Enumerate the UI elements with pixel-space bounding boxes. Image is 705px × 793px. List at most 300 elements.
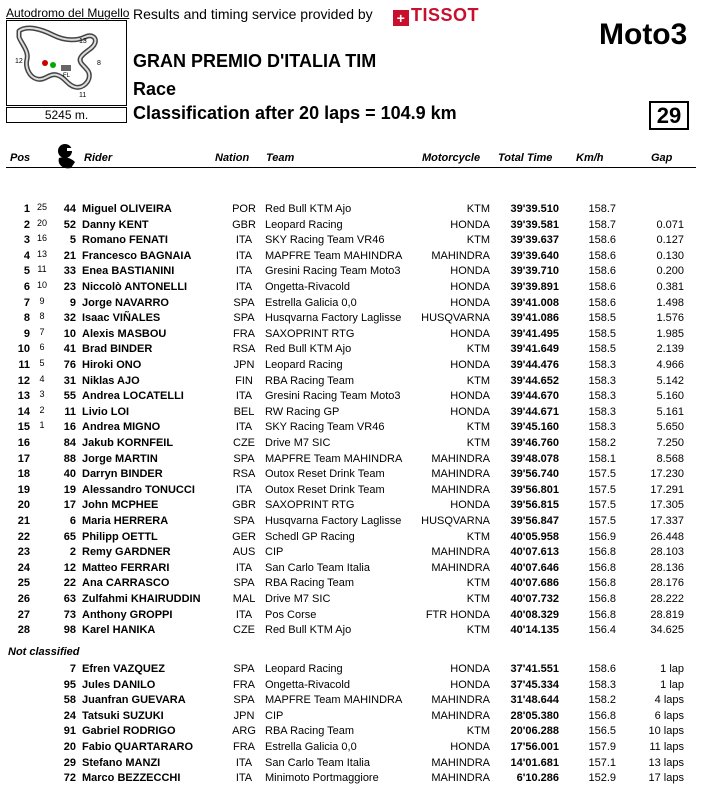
team: RBA Racing Team — [265, 725, 355, 738]
map-label-fl: FL — [63, 73, 71, 79]
total-time: 37'41.551 — [510, 663, 559, 675]
motorcycle: KTM — [466, 437, 490, 449]
total-time: 39'41.495 — [510, 327, 559, 340]
table-row — [0, 389, 705, 404]
total-time: 39'41.008 — [510, 296, 559, 309]
rider-number: 5 — [69, 234, 76, 247]
sponsor-logo — [393, 5, 479, 26]
table-row — [0, 576, 705, 591]
speed: 158.2 — [588, 694, 616, 707]
motorcycle: MAHINDRA — [431, 452, 490, 465]
table-row — [0, 280, 705, 295]
table-row — [0, 756, 705, 771]
gap: 0.127 — [656, 234, 684, 247]
speed: 157.1 — [588, 756, 616, 769]
rider-number: 63 — [63, 593, 76, 605]
rider-number: 17 — [63, 499, 76, 512]
rider-number: 11 — [64, 405, 76, 418]
motorcycle: HONDA — [450, 390, 490, 403]
circuit-name: Autodromo del Mugello — [6, 6, 130, 20]
gap: 4 laps — [654, 694, 684, 707]
team: Estrella Galicia 0,0 — [265, 741, 357, 753]
nation: ITA — [235, 772, 253, 785]
rider-name: Efren VAZQUEZ — [82, 663, 165, 675]
circuit-map — [6, 20, 127, 106]
gap: 10 laps — [648, 725, 684, 738]
nation: ARG — [232, 725, 256, 738]
table-row — [0, 311, 705, 326]
gap: 4.966 — [656, 359, 684, 371]
table-row — [0, 264, 705, 279]
gap: 34.625 — [650, 624, 684, 637]
total-time: 39'39.710 — [510, 265, 559, 278]
total-time: 40'05.958 — [510, 530, 559, 543]
rider-number: 41 — [63, 343, 76, 356]
nation: SPA — [233, 296, 255, 309]
speed: 156.8 — [588, 593, 616, 605]
total-time: 39'44.652 — [510, 374, 559, 387]
nation: RSA — [232, 343, 256, 356]
rider-number: 88 — [63, 452, 76, 465]
position: 19 — [17, 483, 30, 496]
gap: 28.222 — [650, 593, 684, 605]
position: 2 — [23, 218, 30, 231]
rider-number: 65 — [63, 530, 76, 543]
rider-name: Andrea LOCATELLI — [82, 390, 184, 403]
position: 23 — [17, 546, 30, 559]
motorcycle: MAHINDRA — [431, 694, 490, 707]
event-title: GRAN PREMIO D'ITALIA TIM — [133, 51, 377, 71]
gap: 5.160 — [656, 390, 684, 403]
table-row — [0, 545, 705, 560]
total-time: 40'14.135 — [510, 624, 559, 637]
motorcycle: MAHINDRA — [431, 756, 490, 769]
motorcycle: MAHINDRA — [431, 483, 490, 496]
gap: 7.250 — [656, 437, 684, 449]
nation: FRA — [233, 741, 255, 753]
points: 13 — [36, 248, 47, 259]
team: SKY Racing Team VR46 — [265, 421, 385, 434]
gap: 13 laps — [648, 756, 684, 769]
col-header-gap: Gap — [651, 152, 673, 164]
motorcycle: HONDA — [450, 281, 490, 293]
gap: 0.200 — [656, 265, 684, 278]
total-time: 28'05.380 — [510, 709, 559, 722]
nation: AUS — [232, 546, 256, 559]
speed: 156.8 — [588, 561, 616, 574]
team: Red Bull KTM Ajo — [265, 343, 352, 356]
motorcycle: KTM — [466, 421, 490, 434]
rider-name: Jules DANILO — [82, 678, 156, 691]
gap: 28.176 — [650, 577, 684, 590]
total-time: 6'10.286 — [516, 772, 559, 785]
page-number: 29 — [649, 101, 689, 130]
gap: 11 laps — [649, 741, 684, 753]
speed: 156.9 — [588, 530, 616, 543]
speed: 157.5 — [588, 468, 616, 481]
header-divider — [6, 167, 696, 168]
rider-name: Fabio QUARTARARO — [82, 741, 194, 753]
speed: 158.2 — [588, 437, 616, 449]
table-row — [0, 467, 705, 482]
total-time: 37'45.334 — [510, 678, 559, 691]
rider-name: Niccolò ANTONELLI — [82, 281, 188, 293]
motorcycle: HONDA — [450, 499, 490, 512]
motorcycle: KTM — [466, 203, 490, 215]
swiss-cross-icon: + — [393, 10, 409, 26]
total-time: 39'44.671 — [510, 405, 559, 418]
rider-number: 19 — [63, 483, 76, 496]
nation: GBR — [232, 218, 256, 231]
gap: 1 lap — [660, 678, 684, 691]
rider-number: 73 — [63, 608, 76, 621]
gap: 0.071 — [656, 218, 684, 231]
table-row — [0, 678, 705, 693]
position: 22 — [17, 530, 30, 543]
table-row — [0, 662, 705, 677]
rider-number: 23 — [63, 281, 76, 293]
nation: FIN — [235, 374, 253, 387]
points: 25 — [36, 202, 47, 212]
rider-number: 44 — [63, 203, 76, 215]
team: SAXOPRINT RTG — [265, 327, 355, 340]
speed: 156.8 — [588, 546, 616, 559]
table-row — [0, 218, 705, 233]
team: MAPFRE Team MAHINDRA — [265, 249, 403, 262]
total-time: 39'48.078 — [510, 452, 559, 465]
rider-name: Alexis MASBOU — [82, 327, 167, 340]
position: 27 — [17, 608, 30, 621]
points: 11 — [37, 264, 47, 275]
motorcycle: HUSQVARNA — [421, 515, 490, 527]
speed: 156.5 — [588, 725, 616, 738]
rider-number: 9 — [69, 296, 76, 309]
total-time: 39'45.160 — [510, 421, 559, 434]
col-header-pos: Pos — [10, 152, 31, 164]
nation: ITA — [235, 756, 253, 769]
total-time: 40'07.646 — [510, 561, 559, 574]
gap: 2.139 — [656, 343, 684, 356]
rider-number: 24 — [63, 709, 76, 722]
circuit-length: 5245 m. — [6, 107, 127, 123]
total-time: 39'44.476 — [510, 359, 559, 371]
gap: 1.985 — [656, 327, 684, 340]
table-row — [0, 514, 705, 529]
rider-name: Jorge NAVARRO — [82, 296, 169, 309]
nation: CZE — [233, 624, 255, 637]
position: 13 — [17, 390, 30, 403]
nation: ITA — [235, 421, 253, 434]
total-time: 39'39.640 — [510, 249, 559, 262]
nation: BEL — [233, 405, 255, 418]
nation: SPA — [233, 312, 255, 325]
team: Minimoto Portmaggiore — [265, 772, 379, 785]
rider-number: 76 — [63, 359, 76, 371]
rider-number: 21 — [63, 249, 76, 262]
team: Estrella Galicia 0,0 — [265, 296, 357, 309]
table-row — [0, 358, 705, 373]
table-row — [0, 327, 705, 342]
team: Drive M7 SIC — [265, 437, 331, 449]
points: 8 — [39, 311, 45, 322]
map-label-8: 8 — [97, 60, 101, 67]
speed: 156.8 — [588, 608, 616, 621]
gap: 17.291 — [650, 483, 684, 496]
points: 3 — [39, 389, 45, 400]
speed: 157.5 — [588, 499, 616, 512]
team: MAPFRE Team MAHINDRA — [265, 452, 403, 465]
total-time: 20'06.288 — [510, 725, 559, 738]
total-time: 39'46.760 — [510, 437, 559, 449]
rider-number: 33 — [63, 265, 76, 278]
team: Outox Reset Drink Team — [265, 468, 385, 481]
points: 2 — [39, 404, 45, 415]
motorcycle: HONDA — [450, 265, 490, 278]
gap: 28.103 — [650, 546, 684, 559]
team: Ongetta-Rivacold — [265, 281, 350, 293]
rider-name: Philipp OETTL — [82, 530, 158, 543]
team: Drive M7 SIC — [265, 593, 331, 605]
rider-name: Danny KENT — [82, 218, 149, 231]
nation: ITA — [235, 608, 253, 621]
team: Leopard Racing — [265, 359, 343, 371]
total-time: 39'39.637 — [510, 234, 559, 247]
not-classified-heading: Not classified — [8, 646, 80, 658]
rider-name: Tatsuki SUZUKI — [82, 709, 164, 722]
team: Husqvarna Factory Laglisse — [265, 312, 402, 325]
gap: 6 laps — [654, 709, 684, 722]
gap: 17.305 — [650, 499, 684, 512]
gap: 1 lap — [660, 663, 684, 675]
table-row — [0, 405, 705, 420]
rider-name: Niklas AJO — [82, 374, 140, 387]
rider-number: 20 — [63, 741, 76, 753]
rider-number: 98 — [63, 624, 76, 637]
motorcycle: KTM — [466, 343, 490, 356]
points: 9 — [39, 295, 45, 306]
motorcycle: HONDA — [450, 405, 490, 418]
table-row — [0, 420, 705, 435]
table-row — [0, 436, 705, 451]
session-title: Race — [133, 79, 177, 99]
gap: 26.448 — [650, 530, 684, 543]
total-time: 40'07.686 — [510, 577, 559, 590]
nation: SPA — [233, 515, 255, 527]
nation: MAL — [232, 593, 256, 605]
col-header-team: Team — [266, 152, 295, 164]
motorcycle: MAHINDRA — [431, 561, 490, 574]
rider-number: 22 — [63, 577, 76, 590]
rider-number: 52 — [63, 218, 76, 231]
nation: ITA — [235, 234, 253, 247]
speed: 158.3 — [588, 405, 616, 418]
position: 9 — [23, 327, 30, 340]
gap: 5.650 — [656, 421, 684, 434]
total-time: 39'39.510 — [510, 203, 559, 215]
team: Red Bull KTM Ajo — [265, 624, 352, 637]
speed: 158.5 — [588, 327, 616, 340]
total-time: 39'41.086 — [510, 312, 559, 325]
position: 18 — [17, 468, 30, 481]
team: Leopard Racing — [265, 218, 343, 231]
total-time: 40'07.732 — [510, 593, 559, 605]
motorcycle: MAHINDRA — [431, 772, 490, 785]
nation: ITA — [235, 265, 253, 278]
speed: 156.4 — [588, 624, 616, 637]
motorcycle: MAHINDRA — [431, 249, 490, 262]
points: 7 — [39, 326, 45, 337]
rider-name: Matteo FERRARI — [82, 561, 170, 574]
points: 1 — [39, 420, 45, 431]
position: 4 — [23, 249, 30, 262]
motorcycle: KTM — [466, 234, 490, 247]
team: CIP — [265, 546, 284, 559]
nation: GER — [232, 530, 256, 543]
speed: 156.8 — [588, 577, 616, 590]
rider-name: Ana CARRASCO — [82, 577, 170, 590]
total-time: 14'01.681 — [510, 756, 559, 769]
team: Pos Corse — [265, 608, 317, 621]
rider-number: 32 — [63, 312, 76, 325]
team: Schedl GP Racing — [265, 530, 355, 543]
nation: ITA — [235, 561, 253, 574]
col-header-total-time: Total Time — [498, 152, 553, 164]
rider-name: Livio LOI — [82, 405, 130, 418]
motorcycle: KTM — [466, 374, 490, 387]
motorcycle: HUSQVARNA — [421, 312, 490, 325]
position: 24 — [17, 561, 30, 574]
rider-number: 10 — [63, 327, 76, 340]
points: 6 — [39, 342, 45, 353]
team: Gresini Racing Team Moto3 — [265, 265, 401, 278]
nation: ITA — [235, 281, 253, 293]
rider-number: 2 — [69, 546, 76, 559]
rider-name: Zulfahmi KHAIRUDDIN — [82, 593, 201, 605]
rider-name: Karel HANIKA — [82, 624, 156, 637]
nation: ITA — [235, 249, 253, 262]
nation: JPN — [233, 709, 255, 722]
nation: SPA — [233, 452, 255, 465]
table-row — [0, 771, 705, 786]
position: 3 — [23, 234, 30, 247]
rider-name: Jakub KORNFEIL — [82, 437, 174, 449]
speed: 152.9 — [588, 772, 616, 785]
position: 28 — [17, 624, 30, 637]
rider-name: Andrea MIGNO — [82, 421, 161, 434]
position: 21 — [17, 515, 30, 527]
rider-number: 12 — [63, 561, 76, 574]
total-time: 31'48.644 — [510, 694, 559, 707]
nation: POR — [232, 203, 256, 215]
speed: 158.6 — [588, 249, 616, 262]
table-row — [0, 623, 705, 638]
position: 7 — [23, 296, 30, 309]
table-row — [0, 530, 705, 545]
rider-number: 84 — [63, 437, 76, 449]
table-row — [0, 709, 705, 724]
team: Leopard Racing — [265, 663, 343, 675]
motorcycle: HONDA — [450, 296, 490, 309]
position: 12 — [17, 374, 30, 387]
motorcycle: MAHINDRA — [431, 468, 490, 481]
rider-number: 31 — [63, 374, 76, 387]
speed: 158.3 — [588, 390, 616, 403]
nation: RSA — [232, 468, 256, 481]
nation: SPA — [233, 577, 255, 590]
motorcycle: KTM — [466, 530, 490, 543]
motorcycle: FTR HONDA — [425, 608, 490, 621]
motorcycle: HONDA — [450, 678, 490, 691]
table-row — [0, 202, 705, 217]
rider-name: Romano FENATI — [82, 234, 168, 247]
team: Outox Reset Drink Team — [265, 483, 385, 496]
gap: 1.576 — [656, 312, 684, 325]
position: 17 — [17, 452, 30, 465]
position: 20 — [17, 499, 30, 512]
rider-name: Remy GARDNER — [82, 546, 171, 559]
table-row — [0, 452, 705, 467]
motorcycle: KTM — [466, 593, 490, 605]
table-row — [0, 342, 705, 357]
table-row — [0, 608, 705, 623]
team: Gresini Racing Team Moto3 — [265, 390, 401, 403]
rider-name: Stefano MANZI — [82, 756, 161, 769]
nation: GBR — [232, 499, 256, 512]
team: Husqvarna Factory Laglisse — [265, 515, 402, 527]
map-label-12: 12 — [15, 58, 23, 65]
rider-number: 72 — [63, 772, 76, 785]
rider-number: 55 — [63, 390, 76, 403]
team: SAXOPRINT RTG — [265, 499, 355, 512]
rider-name: Alessandro TONUCCI — [82, 483, 195, 496]
points: 20 — [36, 217, 47, 228]
nation: ITA — [235, 390, 253, 403]
gap: 5.161 — [656, 405, 684, 418]
team: San Carlo Team Italia — [265, 561, 370, 574]
speed: 158.7 — [588, 218, 616, 231]
speed: 158.6 — [588, 281, 616, 293]
rider-name: Gabriel RODRIGO — [82, 725, 176, 738]
nation: SPA — [233, 663, 255, 675]
position: 6 — [23, 281, 30, 293]
speed: 157.5 — [588, 515, 616, 527]
rider-number: 91 — [63, 725, 76, 738]
rider-name: Francesco BAGNAIA — [82, 249, 192, 262]
rider-helmet-icon — [53, 142, 79, 177]
gap: 17.230 — [650, 468, 684, 481]
rider-name: Miguel OLIVEIRA — [82, 203, 172, 215]
nation: FRA — [233, 327, 255, 340]
table-row — [0, 233, 705, 248]
rider-number: 40 — [63, 468, 76, 481]
rider-name: Hiroki ONO — [82, 359, 142, 371]
map-label-13: 13 — [79, 38, 87, 45]
rider-name: Marco BEZZECCHI — [82, 772, 181, 785]
total-time: 39'39.891 — [510, 281, 559, 293]
position: 14 — [17, 405, 30, 418]
total-time: 40'07.613 — [510, 546, 559, 559]
speed: 158.5 — [588, 312, 616, 325]
team: RBA Racing Team — [265, 577, 355, 590]
team: San Carlo Team Italia — [265, 756, 370, 769]
gap: 5.142 — [656, 374, 684, 387]
rider-number: 29 — [63, 756, 76, 769]
team: Ongetta-Rivacold — [265, 678, 350, 691]
col-header-rider: Rider — [84, 152, 113, 164]
position: 5 — [23, 265, 30, 278]
gap: 28.136 — [650, 561, 684, 574]
total-time: 39'44.670 — [510, 390, 559, 403]
